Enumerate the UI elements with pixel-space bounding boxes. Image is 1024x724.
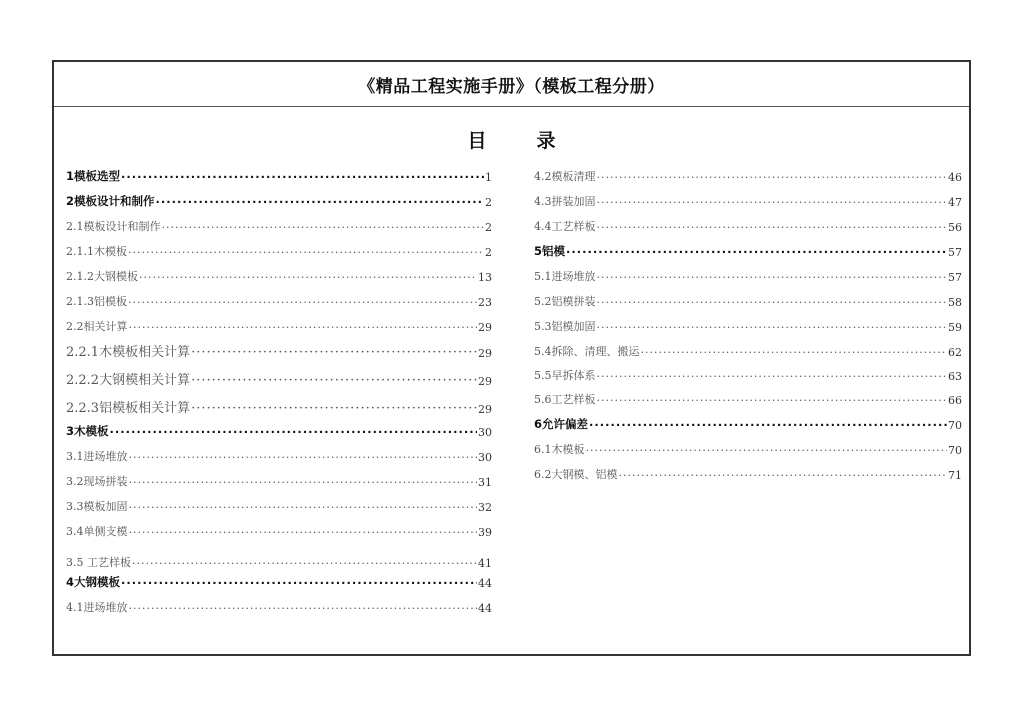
toc-entry	[534, 166, 962, 184]
toc-entry-label: 2模板设计和制作	[66, 194, 155, 208]
toc-entry-page: 44	[478, 602, 492, 615]
toc-entry-label: 2.1模板设计和制作	[66, 220, 161, 233]
toc-leader-dots	[162, 221, 485, 234]
toc-entry-page: 1	[485, 171, 492, 184]
document-frame	[52, 60, 971, 656]
toc-leader-dots	[586, 444, 948, 457]
toc-entry-page: 30	[478, 451, 492, 464]
toc-entry-label: 5.2铝模拼装	[534, 295, 596, 308]
toc-entry	[534, 291, 962, 309]
toc-entry	[66, 421, 492, 439]
toc-entry-page: 46	[948, 171, 962, 184]
toc-entry-page: 29	[478, 347, 492, 360]
toc-entry-label: 2.1.2大钢模板	[66, 270, 138, 283]
toc-leader-dots	[597, 370, 948, 383]
toc-heading-char-2: 录	[536, 130, 556, 152]
toc-entry-label: 2.2.3铝模板相关计算	[66, 401, 191, 416]
toc-leader-dots	[121, 576, 477, 590]
toc-entry	[66, 496, 492, 514]
toc-entry	[66, 291, 492, 309]
toc-entry-label: 3.2现场拼装	[66, 475, 128, 488]
toc-entry-label: 3.5 工艺样板	[66, 556, 131, 569]
toc-entry-label: 6.1木模板	[534, 443, 585, 456]
toc-entry-label: 4.3拼装加固	[534, 195, 596, 208]
toc-entry-page: 59	[948, 321, 962, 334]
toc-leader-dots	[597, 196, 948, 209]
toc-entry-label: 4大钢模板	[66, 575, 121, 589]
toc-heading-char-1: 目	[467, 130, 487, 152]
toc-entry	[534, 216, 962, 234]
toc-entry-page: 41	[478, 557, 492, 570]
toc-entry-label: 5.6工艺样板	[534, 393, 596, 406]
toc-entry	[66, 521, 492, 539]
toc-leader-dots	[191, 373, 477, 388]
toc-entry-page: 29	[478, 321, 492, 334]
toc-entry-label: 2.1.3铝模板	[66, 295, 127, 308]
document-title: 《精品工程实施手册》（模板工程分册）	[358, 76, 665, 97]
toc-entry-page: 44	[478, 577, 492, 590]
toc-entry-label: 3.3模板加固	[66, 500, 128, 513]
toc-entry	[66, 597, 492, 615]
toc-leader-dots	[597, 171, 948, 184]
toc-entry	[66, 471, 492, 489]
toc-entry-label: 5.1进场堆放	[534, 270, 596, 283]
toc-entry-page: 13	[478, 271, 492, 284]
toc-entry-page: 63	[948, 370, 962, 383]
toc-leader-dots	[139, 271, 477, 284]
toc-entry	[534, 341, 962, 359]
toc-entry	[66, 266, 492, 284]
toc-entry	[534, 389, 962, 407]
toc-entry-label: 5.4拆除、清理、搬运	[534, 345, 640, 358]
toc-leader-dots	[132, 557, 477, 570]
toc-entry-page: 39	[478, 526, 492, 539]
toc-entry	[66, 342, 492, 360]
toc-leader-dots	[121, 170, 484, 184]
toc-heading	[54, 126, 969, 153]
toc-entry	[66, 370, 492, 388]
toc-entry-label: 2.2相关计算	[66, 320, 128, 333]
toc-entry	[534, 439, 962, 457]
toc-entry-label: 2.2.1木模板相关计算	[66, 345, 191, 360]
toc-leader-dots	[129, 451, 478, 464]
toc-leader-dots	[589, 418, 947, 432]
toc-leader-dots	[129, 476, 478, 489]
toc-entry-label: 5.3铝模加固	[534, 320, 596, 333]
toc-entry	[534, 464, 962, 482]
toc-entry-page: 70	[948, 419, 962, 432]
toc-entry	[534, 241, 962, 259]
toc-entry-page: 29	[478, 403, 492, 416]
toc-entry	[66, 241, 492, 259]
toc-entry	[66, 446, 492, 464]
toc-entry	[66, 166, 492, 184]
toc-leader-dots	[597, 296, 948, 309]
toc-entry-label: 2.2.2大钢模相关计算	[66, 373, 191, 388]
toc-entry	[534, 266, 962, 284]
toc-leader-dots	[129, 501, 478, 514]
toc-entry	[66, 316, 492, 334]
toc-leader-dots	[597, 271, 948, 284]
toc-entry-label: 4.4工艺样板	[534, 220, 596, 233]
toc-leader-dots	[619, 469, 948, 482]
toc-entry-page: 47	[948, 196, 962, 209]
toc-leader-dots	[191, 401, 477, 416]
toc-entry-label: 4.2模板清理	[534, 170, 596, 183]
toc-entry-page: 23	[478, 296, 492, 309]
toc-entry-page: 2	[485, 246, 492, 259]
toc-entry-page: 58	[948, 296, 962, 309]
toc-entry-label: 6.2大钢模、铝模	[534, 468, 618, 481]
toc-entry	[66, 572, 492, 590]
toc-entry-page: 29	[478, 375, 492, 388]
toc-entry	[66, 191, 492, 209]
toc-entry-label: 5铝模	[534, 244, 566, 258]
toc-leader-dots	[129, 526, 478, 539]
toc-entry-page: 71	[948, 469, 962, 482]
toc-entry-page: 2	[485, 221, 492, 234]
toc-leader-dots	[597, 394, 948, 407]
toc-entry-label: 4.1进场堆放	[66, 601, 128, 614]
toc-leader-dots	[129, 321, 478, 334]
toc-entry-label: 2.1.1木模板	[66, 245, 127, 258]
toc-entry	[534, 316, 962, 334]
toc-entry-page: 57	[948, 246, 962, 259]
toc-entry-label: 3.1进场堆放	[66, 450, 128, 463]
toc-entry-label: 6允许偏差	[534, 417, 589, 431]
toc-entry-page: 66	[948, 394, 962, 407]
toc-entry	[534, 191, 962, 209]
toc-entry-page: 56	[948, 221, 962, 234]
toc-leader-dots	[129, 602, 478, 615]
toc-leader-dots	[641, 346, 948, 359]
toc-entry-page: 31	[478, 476, 492, 489]
toc-leader-dots	[597, 321, 948, 334]
toc-entry-page: 70	[948, 444, 962, 457]
toc-leader-dots	[110, 425, 477, 439]
toc-entry-page: 57	[948, 271, 962, 284]
toc-entry	[66, 552, 492, 570]
toc-entry-label: 3.4单侧支模	[66, 525, 128, 538]
toc-leader-dots	[597, 221, 948, 234]
toc-entry	[534, 365, 962, 383]
toc-entry-label: 3木模板	[66, 424, 109, 438]
toc-leader-dots	[128, 296, 477, 309]
toc-leader-dots	[156, 195, 484, 209]
toc-entry-page: 32	[478, 501, 492, 514]
toc-entry-page: 30	[478, 426, 492, 439]
toc-entry	[66, 216, 492, 234]
toc-entry-label: 1模板选型	[66, 169, 121, 183]
toc-entry-page: 2	[485, 196, 492, 209]
toc-entry	[534, 414, 962, 432]
toc-leader-dots	[191, 345, 477, 360]
toc-entry-label: 5.5早拆体系	[534, 369, 596, 382]
toc-leader-dots	[128, 246, 484, 259]
title-bar	[54, 62, 969, 107]
toc-entry-page: 62	[948, 346, 962, 359]
toc-leader-dots	[566, 245, 947, 259]
toc-entry	[66, 398, 492, 416]
